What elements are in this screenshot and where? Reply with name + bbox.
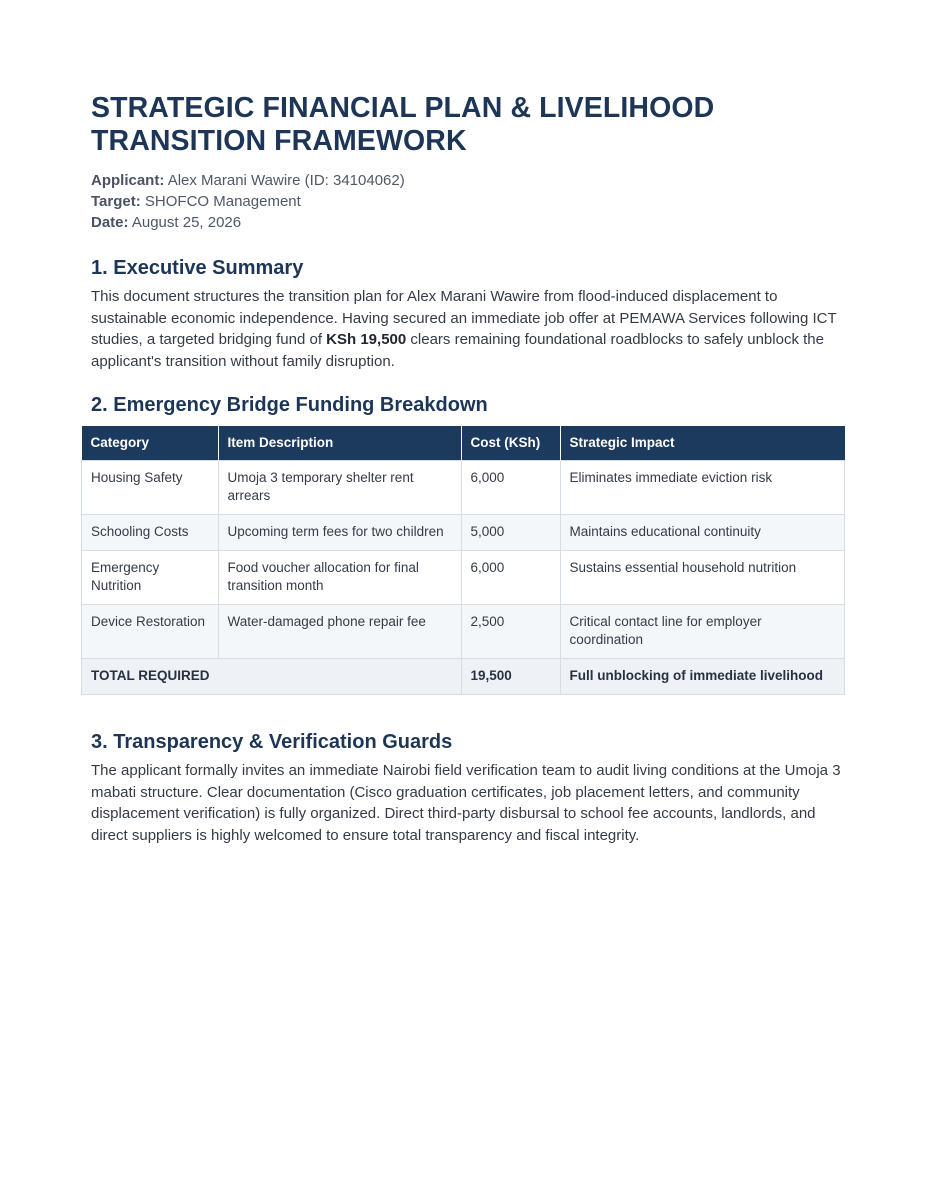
applicant-line bbox=[91, 170, 851, 191]
header-cost: Cost (KSh) bbox=[461, 426, 560, 461]
cell-item-description: Water-damaged phone repair fee bbox=[218, 605, 461, 659]
table-row bbox=[82, 515, 845, 551]
table-row bbox=[82, 461, 845, 515]
target-line bbox=[91, 191, 851, 212]
transparency-text: The applicant formally invites an immediate Nairobi field verification team to audit living conditions at the Umoja 3 mabati structure. Clear documentation (Cisco graduation certificates, job placement letters, and community displacement verification) is fully organized. Direct third-party disbursal to school fee accounts, landlords, and direct suppliers is highly welcomed to ensure total transparency and fiscal integrity. bbox=[91, 762, 841, 844]
cell-category: Housing Safety bbox=[82, 461, 219, 515]
section-heading-funding-breakdown: 2. Emergency Bridge Funding Breakdown bbox=[91, 394, 488, 416]
target-label: Target: bbox=[91, 193, 141, 210]
executive-summary-text bbox=[91, 286, 851, 372]
applicant-label: Applicant: bbox=[91, 172, 165, 189]
section-heading-executive-summary: 1. Executive Summary bbox=[91, 257, 304, 279]
total-label: TOTAL REQUIRED bbox=[82, 659, 462, 695]
target-value: SHOFCO Management bbox=[144, 193, 301, 210]
section-heading-transparency: 3. Transparency & Verification Guards bbox=[91, 731, 453, 753]
total-impact: Full unblocking of immediate livelihood bbox=[560, 659, 845, 695]
document-title: STRATEGIC FINANCIAL PLAN & LIVELIHOOD TRANSITION FRAMEWORK bbox=[91, 92, 715, 157]
cell-strategic-impact: Sustains essential household nutrition bbox=[560, 551, 845, 605]
date-value: August 25, 2026 bbox=[131, 214, 242, 231]
table-row bbox=[82, 551, 845, 605]
cell-strategic-impact: Critical contact line for employer coordination bbox=[560, 605, 845, 659]
cell-item-description: Umoja 3 temporary shelter rent arrears bbox=[218, 461, 461, 515]
cell-category: Emergency Nutrition bbox=[82, 551, 219, 605]
document-meta bbox=[91, 170, 851, 233]
funding-table bbox=[81, 426, 845, 695]
summary-amount: KSh 19,500 bbox=[326, 331, 407, 348]
header-category: Category bbox=[82, 426, 219, 461]
total-cost: 19,500 bbox=[461, 659, 560, 695]
cell-strategic-impact: Maintains educational continuity bbox=[560, 515, 845, 551]
cell-category: Device Restoration bbox=[82, 605, 219, 659]
cell-cost: 6,000 bbox=[461, 461, 560, 515]
cell-cost: 6,000 bbox=[461, 551, 560, 605]
cell-cost: 5,000 bbox=[461, 515, 560, 551]
summary-text-after: clears remaining foundational roadblocks to safely unblock the applicant's transition without family disruption. bbox=[91, 331, 824, 370]
summary-text-before: This document structures the transition plan for Alex Marani Wawire from flood-induced displacement to sustainable economic independence. Having secured an immediate job offer at PEMAWA Services following ICT studies, a targeted bridging fund of bbox=[91, 288, 837, 348]
date-label: Date: bbox=[91, 214, 129, 231]
cell-strategic-impact: Eliminates immediate eviction risk bbox=[560, 461, 845, 515]
table-row bbox=[82, 605, 845, 659]
applicant-value: Alex Marani Wawire (ID: 34104062) bbox=[167, 172, 405, 189]
cell-item-description: Upcoming term fees for two children bbox=[218, 515, 461, 551]
cell-category: Schooling Costs bbox=[82, 515, 219, 551]
header-strategic-impact: Strategic Impact bbox=[560, 426, 845, 461]
cell-cost: 2,500 bbox=[461, 605, 560, 659]
cell-item-description: Food voucher allocation for final transition month bbox=[218, 551, 461, 605]
header-item-description: Item Description bbox=[218, 426, 461, 461]
document-content bbox=[91, 92, 851, 846]
table-header-row bbox=[82, 426, 845, 461]
date-line bbox=[91, 212, 851, 233]
table-total-row bbox=[82, 659, 845, 695]
